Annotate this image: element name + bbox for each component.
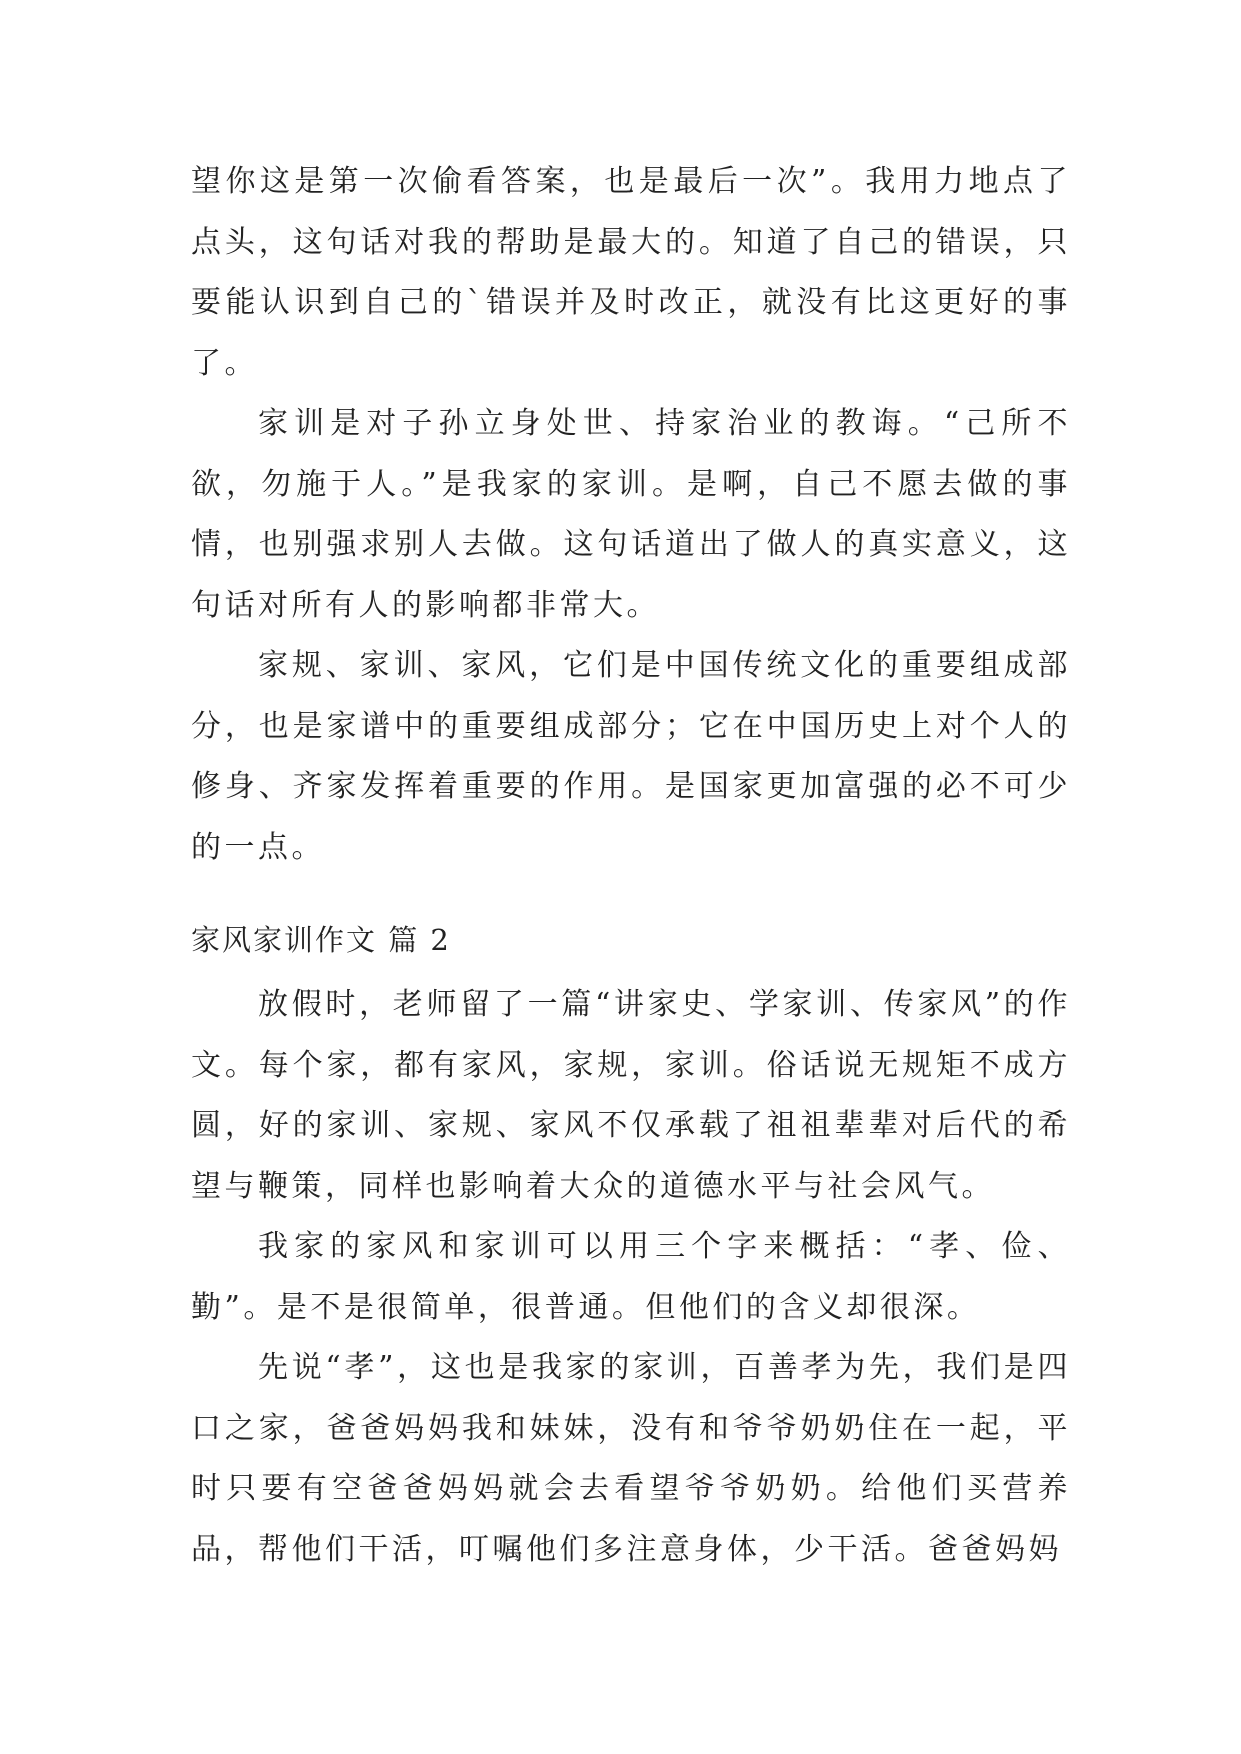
paragraph-continued: 望你这是第一次偷看答案，也是最后一次”。我用力地点了点头，这句话对我的帮助是最大的。知道了自己的错误，只要能认识到自己的`错误并及时改正，就没有比这更好的事了。	[191, 164, 1071, 381]
paragraph-family-motto: 家训是对子孙立身处世、持家治业的教诲。“己所不欲，勿施于人。”是我家的家训。是啊，自己不愿去做的事情，也别强求别人去做。这句话道出了做人的真实意义，这句话对所有人的影响都非常大。	[191, 406, 1071, 623]
paragraph-filial-piety: 先说“孝”，这也是我家的家训，百善孝为先，我们是四口之家，爸爸妈妈我和妹妹，没有和爷爷奶奶住在一起，平时只要有空爸爸妈妈就会去看望爷爷奶奶。给他们买营养品，帮他们干活，叮嘱他们多注意身体，少干活。爸爸妈妈	[191, 1350, 1071, 1567]
paragraph-family-tradition: 家规、家训、家风，它们是中国传统文化的重要组成部分，也是家谱中的重要组成部分；它在中国历史上对个人的修身、齐家发挥着重要的作用。是国家更加富强的必不可少的一点。	[191, 648, 1071, 865]
paragraph-three-words: 我家的家风和家训可以用三个字来概括：“孝、俭、勤”。是不是很简单，很普通。但他们的含义却很深。	[191, 1229, 1071, 1325]
section-heading: 家风家训作文 篇 2	[191, 923, 451, 957]
paragraph-holiday-essay: 放假时，老师留了一篇“讲家史、学家训、传家风”的作文。每个家，都有家风，家规，家训。俗话说无规矩不成方圆，好的家训、家规、家风不仅承载了祖祖辈辈对后代的希望与鞭策，同样也影响着大众的道德水平与社会风气。	[191, 987, 1071, 1204]
